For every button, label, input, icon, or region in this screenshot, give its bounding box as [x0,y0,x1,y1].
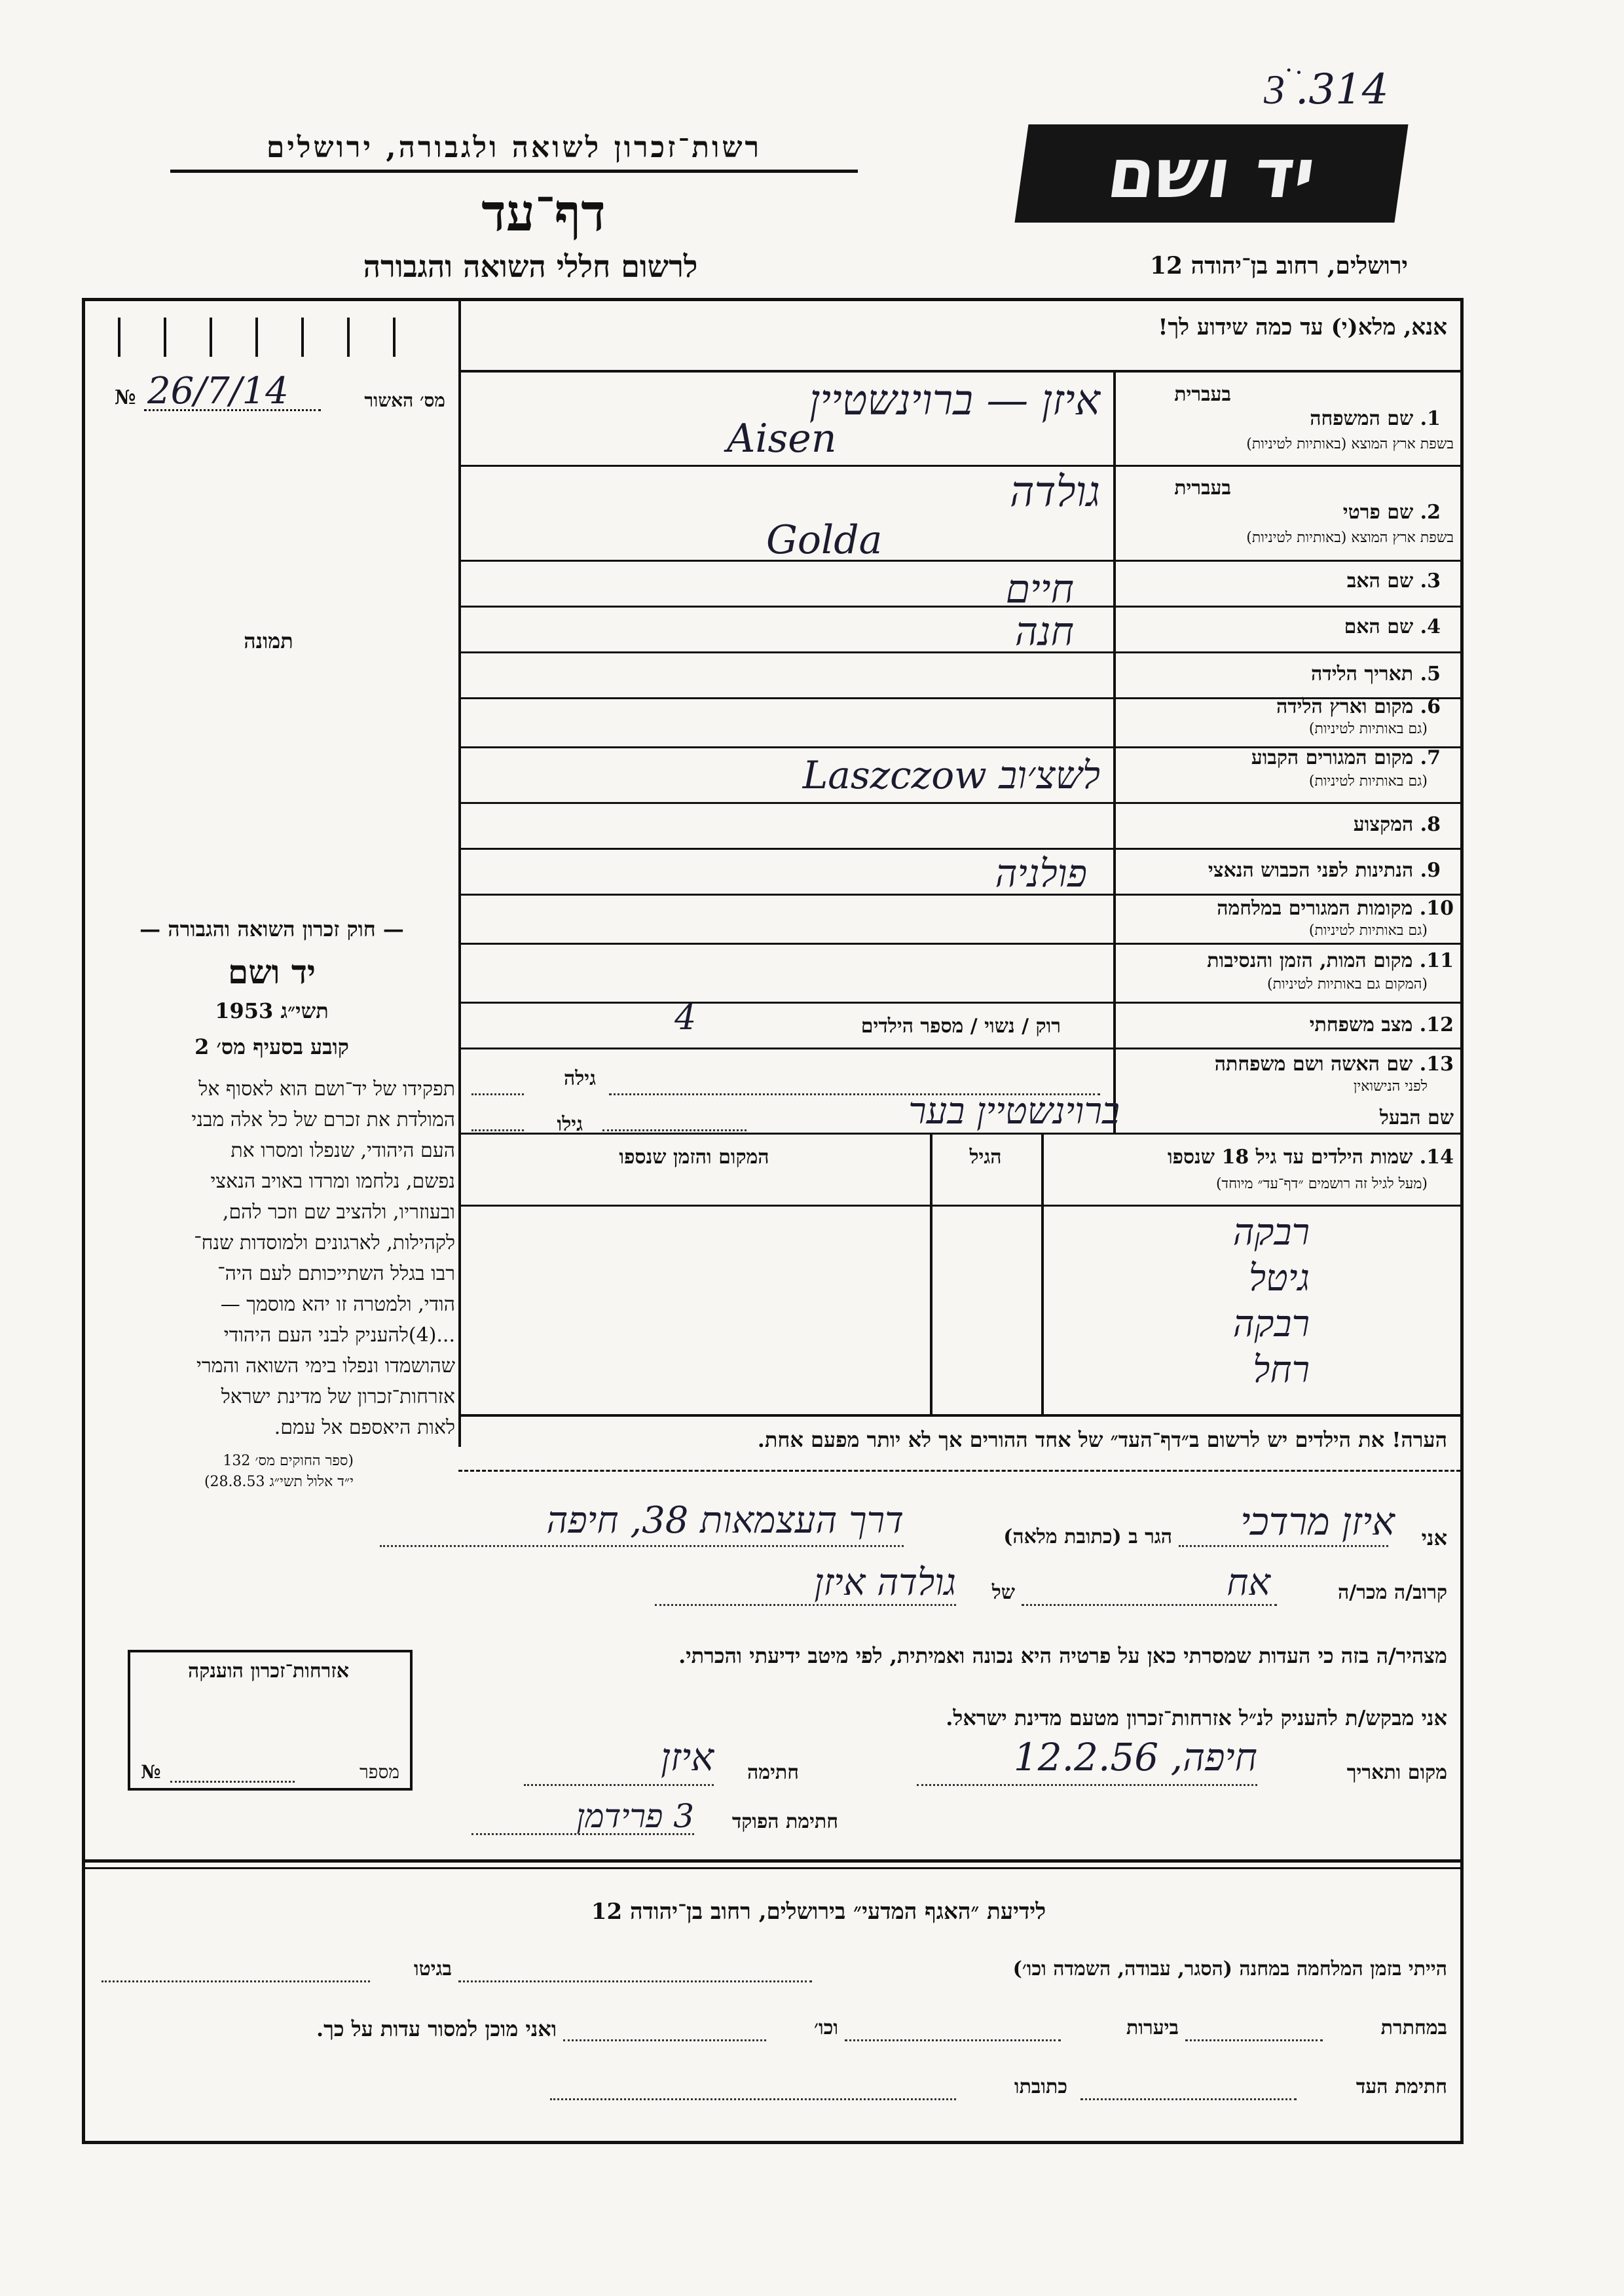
memorial-box-title: אזרחות־זכרון הוענקה [187,1660,350,1683]
wife-age-dots [471,1093,524,1095]
decl-place-date-dots [917,1784,1257,1786]
note-text: הערה! את הילדים יש לרשום ב״דף־העד״ של אחד ההורים אך לא יותר מפעם אחת. [757,1427,1447,1452]
scientific-line2-dots [1185,2039,1323,2041]
law-text-line: ובעוזריו, ולהציב שם וזכר להם, [222,1201,455,1224]
decl-place-date-value[interactable]: חיפה, 12.2.56 [1013,1735,1257,1779]
decl-clerk-label: חתימת הפוקד [731,1810,838,1833]
scientific-line1-dots-2 [101,1980,370,1982]
field-surname-sub: בשפת ארץ המוצא (באותיות לטיניות) [1246,436,1454,452]
children-col-divider [930,1133,932,1414]
scientific-line1-a: הייתי בזמן המלחמה במחנה (הסגר, עבודה, השמדה וכו׳) [1012,1958,1447,1980]
field-surname-latin[interactable]: Aisen [727,416,837,462]
field-first-name-label: 2. שם פרטי [1342,501,1441,524]
field-citizenship-value[interactable]: פולניה [995,851,1087,896]
row-line [458,1133,1460,1135]
field-children-count[interactable]: 4 [674,998,697,1038]
field-residence-label: 7. מקום המגורים הקבוע [1251,746,1441,769]
decl-request: אני מבקש/ת להעניק לנ״ל אזרחות־זכרון מטעם מדינת ישראל. [946,1705,1447,1730]
field-surname-value[interactable]: איזן — ברוינשטיין [809,376,1100,425]
scientific-divider-2 [85,1867,1460,1869]
header-address: ירושלים, רחוב בן־יהודה 12 [1149,252,1408,280]
form-title: דף־עד [481,183,606,243]
scientific-line3-b: כתובתו [1014,2075,1067,2098]
law-source-1: (ספר החוקים מס׳ 132 [223,1453,354,1469]
scientific-line3-dots-2 [550,2098,956,2100]
field-war-residence-label: 10. מקומות המגורים במלחמה [1217,897,1454,920]
row-line [458,1002,1460,1004]
approval-value: 26/7/14 [147,370,289,412]
scientific-line3-dots [1080,2098,1297,2100]
scientific-line2-b: ביערות [1126,2016,1179,2039]
row-line [458,560,1460,562]
husband-age-dots [471,1129,524,1131]
row-line [458,465,1460,467]
decl-signature-label: חתימה [747,1761,799,1784]
law-text-line: העם היהודי, שנפלו ומסרו את [231,1139,455,1162]
form-subtitle: לרשום חללי השואה והגבורה [363,249,698,284]
law-text-line: הודי, ולמטרה זו יהא מוסמך — [220,1293,455,1316]
decl-signature-dots [524,1784,714,1786]
field-first-name-latin[interactable]: Golda [766,517,883,563]
logo-text: יד ושם [1102,134,1321,213]
approval-underline [144,409,321,411]
decl-name-dots [1179,1545,1388,1547]
law-text-line: לקהילות, לארגונים ולמוסדות שנח־ [194,1231,455,1254]
field-surname-label: 1. שם המשפחה [1310,407,1441,430]
children-header-line [458,1205,1460,1207]
scientific-line1-b: בגיטו [413,1958,452,1980]
child-name[interactable]: רבקה [1232,1303,1310,1345]
scientific-line3-a: חתימת העד [1356,2075,1447,2098]
law-source-2: י״ד אלול תשי״ג 28.8.53) [204,1474,354,1490]
children-age-header: הגיל [969,1146,1002,1169]
photo-label: תמונה [244,629,293,653]
in-hebrew-label: בעברית [1174,477,1231,500]
law-text-line: תפקידו של יד־ושם הוא לאסוף אל [198,1078,455,1101]
scientific-line1-dots [458,1980,812,1982]
scientific-line2-a: במחתרת [1380,2016,1447,2039]
note-top-line [458,1414,1460,1417]
field-wife-label: 13. שם האשה ושם משפחתה [1214,1053,1454,1076]
law-text-line: נפשם, נלחמו ומרדו באויב הנאצי [210,1170,455,1193]
law-title-yad-vashem: יד ושם [228,953,316,991]
field-father-label: 3. שם האב [1346,570,1441,592]
law-text-line: רבו בגלל השתייכותם לעם היה־ [217,1262,455,1285]
field-birthplace-label: 6. מקום וארץ הלידה [1276,695,1441,718]
law-text-line: שהושמדו ונפלו בימי השואה והמרי [196,1355,455,1377]
wife-age-label: גילה [563,1067,596,1090]
child-name[interactable]: רבקה [1232,1211,1310,1254]
law-title: — חוק זכרון השואה והגבורה — [139,917,404,941]
field-death-sub: (המקום גם באותיות לטיניות) [1267,976,1428,993]
field-mother-value[interactable]: חנה [1014,609,1074,655]
law-text [92,1074,455,1443]
child-name[interactable]: רחל [1253,1349,1310,1391]
decl-relative-label: קרוב/ה מכר/ה [1338,1581,1447,1604]
field-children-label: 14. שמות הילדים עד גיל 18 שנספו [1167,1146,1454,1169]
husband-label: שם הבעל [1379,1106,1454,1129]
husband-name-dots [602,1129,747,1131]
scientific-title: לידיעת ״האגף המדעי״ בירושלים, רחוב בן־יהודה 12 [591,1899,1046,1925]
left-column-divider [458,301,461,1447]
husband-age-label: גילו [557,1113,583,1136]
law-text-line: לאות היאספם אל עמם. [274,1416,455,1439]
approval-ticks [118,318,432,357]
decl-address-dots [380,1545,904,1547]
field-citizenship-label: 9. הנתינות לפני הכבוש הנאצי [1208,859,1441,882]
decl-of-value[interactable]: גולדה איזן [814,1561,956,1604]
scientific-line2-dots-3 [563,2039,766,2041]
field-father-value[interactable]: חיים [1005,566,1074,612]
field-birthplace-sub: (גם באותיות לטיניות) [1308,721,1428,737]
field-mother-label: 4. שם האם [1344,615,1441,638]
memorial-box-number-label: מספר [360,1761,399,1783]
scientific-line2-d: ואני מוכן למסור עדות על כך. [316,2016,557,2041]
memorial-box-number-dots [170,1781,295,1783]
row-line [458,1048,1460,1049]
field-residence-sub: (גם באותיות לטיניות) [1308,773,1428,790]
field-marital-label: 12. מצב משפחתי [1309,1013,1454,1036]
authority-line: רשות־זכרון לשואה ולגבורה, ירושלים [170,131,858,173]
note-bottom-line [458,1470,1460,1472]
decl-signature-value[interactable]: איזן [661,1735,714,1779]
approval-prefix: № [115,386,136,409]
scientific-line2-dots-2 [845,2039,1061,2041]
field-birth-date-label: 5. תאריך הלידה [1311,663,1441,685]
field-war-residence-sub: (גם באותיות לטיניות) [1308,922,1428,939]
law-text-line: ...(4)להעניק לבני העם היהודי [223,1324,455,1347]
field-death-label: 11. מקום המות, הזמן והנסיבות [1207,949,1454,972]
decl-name-value[interactable]: איזן מרדכי [1240,1499,1395,1544]
field-profession-label: 8. המקצוע [1353,813,1441,836]
husband-value[interactable]: ברוינשטיין בער [908,1090,1120,1133]
child-name[interactable]: גיטל [1248,1257,1310,1300]
field-first-name-value[interactable]: גולדה [1010,468,1100,517]
field-wife-sub: לפני הנישואין [1353,1078,1428,1095]
archive-number: 3ׄ ׂ.314 [1264,65,1389,114]
yad-vashem-logo [1014,124,1408,223]
scientific-line2-c: וכו׳ [814,2016,838,2039]
field-first-name-sub: בשפת ארץ המוצא (באותיות לטיניות) [1246,530,1454,546]
decl-relation-dots [1022,1604,1277,1606]
decl-relation-value[interactable]: אח [1227,1561,1270,1604]
law-year: תשי״ג 1953 [215,998,329,1023]
decl-clerk-dots [471,1833,694,1835]
decl-clerk-value[interactable]: 3 פרידמן [576,1797,694,1835]
field-residence-value[interactable]: לשצ׳וב Laszczow [802,753,1100,797]
field-children-sub: (מעל לגיל זה רושמים ״דף־עד״ מיוחד) [1215,1176,1428,1192]
decl-of-dots [655,1604,956,1606]
law-text-line: המולדת את זכרם של כל אלה מבני [191,1108,455,1131]
approval-label: מס׳ האשור [364,390,445,411]
law-text-line: אזרחות־זכרון של מדינת ישראל [221,1385,455,1408]
intro-text: אנא, מלא(י) עד כמה שידוע לך! [1158,314,1447,340]
decl-of-label: של [991,1581,1015,1604]
row-line [458,943,1460,945]
intro-divider [458,370,1460,373]
in-hebrew-label: בעברית [1174,383,1231,406]
scientific-divider [85,1859,1460,1863]
decl-resides-label: הגר ב (כתובת מלאה) [1003,1525,1172,1548]
decl-address-value[interactable]: דרך העצמאות 38, חיפה [546,1499,904,1542]
decl-place-date-label: מקום ותאריך [1346,1761,1447,1784]
law-clause: קובע בסעיף מס׳ 2 [194,1034,349,1059]
children-place-header: המקום והזמן שנספו [619,1146,769,1169]
decl-i-label: אני [1421,1525,1447,1550]
decl-statement: מצהיר/ה בזה כי העדות שמסרתי כאן על פרטיה היא נכונה ואמיתית, לפי מיטב ידיעתי והכרתי. [678,1643,1447,1668]
memorial-box-number-prefix: № [141,1761,161,1783]
row-line [458,848,1460,850]
field-marital-options: רוק / נשוי / מספר הילדים [860,1015,1061,1038]
row-line [458,802,1460,804]
